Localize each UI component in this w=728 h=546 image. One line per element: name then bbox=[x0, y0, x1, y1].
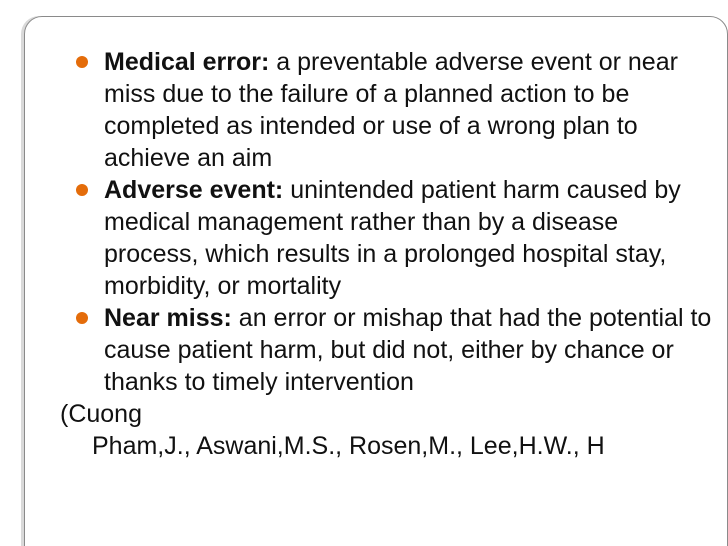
definition-near-miss: an error or mishap that had the potential to cause patient harm, but did not, either by chance or thanks to timely intervention bbox=[104, 304, 712, 396]
bullet-dot-icon bbox=[76, 312, 88, 324]
term-near-miss: Near miss: bbox=[104, 304, 232, 332]
bullet-dot-icon bbox=[76, 184, 88, 196]
bullet-item-adverse-event bbox=[66, 174, 716, 302]
bullet-dot-icon bbox=[76, 56, 88, 68]
term-adverse-event: Adverse event: bbox=[104, 176, 284, 204]
citation bbox=[60, 398, 716, 462]
definition-adverse-event: unintended patient harm caused by medical management rather than by a disease process, which results in a prolonged hospital stay, morbidity, or mortality bbox=[104, 176, 681, 300]
bullet-item-medical-error bbox=[66, 46, 716, 174]
citation-line-1: (Cuong bbox=[60, 400, 142, 428]
term-medical-error: Medical error: bbox=[104, 48, 270, 76]
bullet-item-near-miss bbox=[66, 302, 716, 398]
slide-content bbox=[60, 46, 716, 462]
definition-medical-error: a preventable adverse event or near miss due to the failure of a planned action to be completed as intended or use of a wrong plan to achieve an aim bbox=[104, 48, 678, 172]
citation-line-2: Pham,J., Aswani,M.S., Rosen,M., Lee,H.W., H bbox=[92, 432, 605, 460]
